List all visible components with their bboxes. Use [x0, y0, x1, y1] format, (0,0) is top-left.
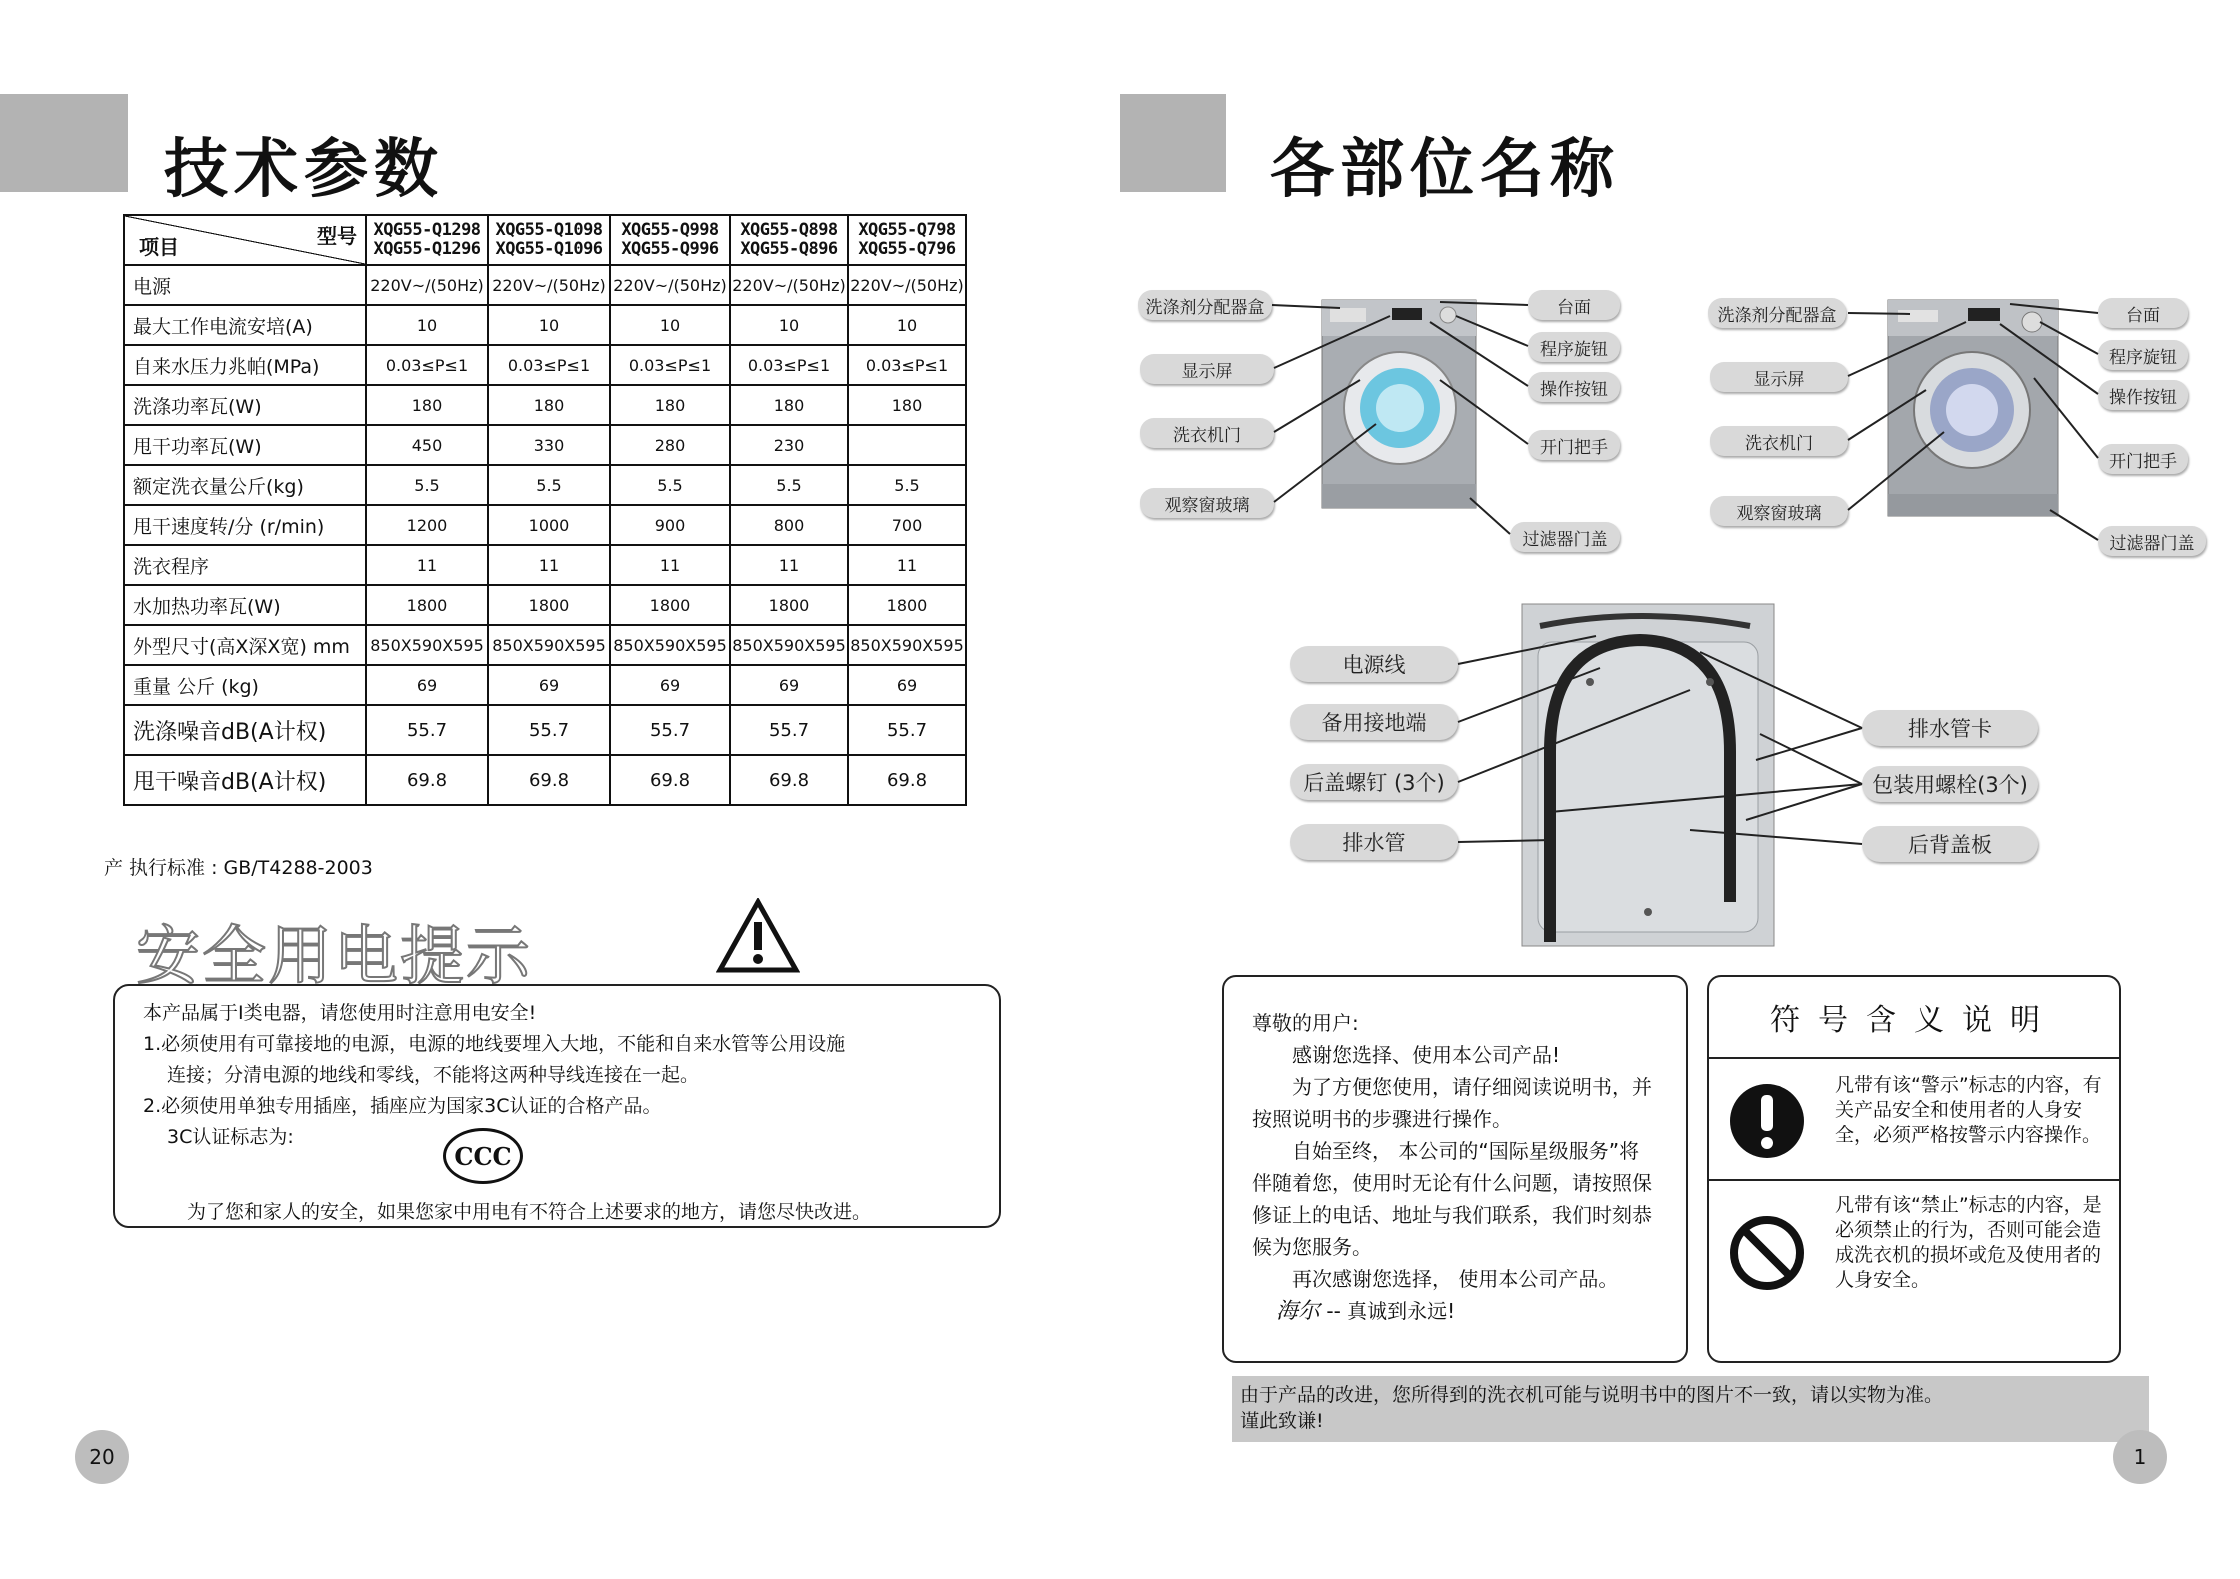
forbid-row [1709, 1181, 2119, 1361]
notice-line: 谨此致谦! [1240, 1410, 1324, 1432]
table-cell: 1800 [730, 585, 848, 625]
table-cell: 55.7 [488, 705, 610, 755]
row-label: 重量 公斤 (kg) [124, 665, 366, 705]
label-display-2: 显示屏 [1710, 362, 1848, 392]
row-label: 甩干噪音dB(A计权) [124, 755, 366, 805]
table-cell: 230 [730, 425, 848, 465]
prohibited-icon [1729, 1215, 1805, 1291]
table-cell: 55.7 [610, 705, 730, 755]
table-cell: 55.7 [730, 705, 848, 755]
row-label: 水加热功率瓦(W) [124, 585, 366, 625]
table-cell: 700 [848, 505, 966, 545]
table-cell: 1000 [488, 505, 610, 545]
label-top-panel-2: 台面 [2098, 298, 2188, 328]
row-label: 甩干功率瓦(W) [124, 425, 366, 465]
table-cell: 1800 [848, 585, 966, 625]
table-cell: 11 [488, 545, 610, 585]
table-cell: 280 [610, 425, 730, 465]
row-label: 洗涤功率瓦(W) [124, 385, 366, 425]
symbol-legend-title: 符号含义说明 [1709, 977, 2119, 1059]
label-buttons: 操作按钮 [1528, 372, 1620, 402]
table-cell: 5.5 [488, 465, 610, 505]
table-cell: 5.5 [848, 465, 966, 505]
safety-line: 3C认证标志为: [167, 1126, 294, 1148]
table-cell: 69.8 [610, 755, 730, 805]
table-cell: 55.7 [366, 705, 488, 755]
page-number-right: 1 [2113, 1430, 2167, 1484]
table-cell: 11 [730, 545, 848, 585]
safety-line: 本产品属于Ⅰ类电器，请您使用时注意用电安全! [143, 1002, 537, 1024]
page-title-parts: 各部位名称 [1270, 133, 1620, 207]
table-cell: 850X590X595 [730, 625, 848, 665]
table-cell: 5.5 [366, 465, 488, 505]
model-header: XQG55-Q798 XQG55-Q796 [848, 215, 966, 265]
label-back-screws: 后盖螺钉 (3个) [1290, 764, 1458, 800]
label-program-knob: 程序旋钮 [1528, 332, 1620, 362]
letter-paragraph: 感谢您选择、使用本公司产品! [1292, 1043, 1561, 1067]
table-cell: 1200 [366, 505, 488, 545]
table-corner-header: 型号 项目 [124, 215, 366, 265]
warning-exclamation-icon [1729, 1083, 1805, 1159]
table-cell: 69 [730, 665, 848, 705]
table-cell: 220V~/(50Hz) [488, 265, 610, 305]
letter-signoff: 海尔 -- 真诚到永远! [1276, 1299, 1456, 1324]
table-cell: 1800 [488, 585, 610, 625]
letter-paragraph: 为了方便您使用，请仔细阅读说明书，并按照说明书的步骤进行操作。 [1252, 1075, 1652, 1131]
table-cell: 11 [848, 545, 966, 585]
table-cell: 10 [730, 305, 848, 345]
row-label: 甩干速度转/分 (r/min) [124, 505, 366, 545]
label-filter-cover: 过滤器门盖 [1510, 522, 1620, 552]
table-cell: 850X590X595 [610, 625, 730, 665]
model-header: XQG55-Q898 XQG55-Q896 [730, 215, 848, 265]
label-door-handle-2: 开门把手 [2098, 444, 2188, 474]
table-cell: 1800 [366, 585, 488, 625]
table-cell: 10 [848, 305, 966, 345]
model-header: XQG55-Q1098 XQG55-Q1096 [488, 215, 610, 265]
user-letter [1222, 975, 1688, 1363]
safety-line: 2.必须使用单独专用插座，插座应为国家3C认证的合格产品。 [143, 1095, 662, 1117]
table-cell: 180 [366, 385, 488, 425]
table-cell: 850X590X595 [366, 625, 488, 665]
label-hose-clip: 排水管卡 [1862, 710, 2038, 746]
table-cell: 450 [366, 425, 488, 465]
table-cell: 180 [848, 385, 966, 425]
table-cell: 900 [610, 505, 730, 545]
label-transit-bolts: 包装用螺栓(3个) [1862, 766, 2038, 802]
haier-signature: 海尔 [1276, 1299, 1321, 1324]
table-cell: 55.7 [848, 705, 966, 755]
table-cell: 220V~/(50Hz) [366, 265, 488, 305]
label-power-cord: 电源线 [1290, 646, 1458, 682]
label-door-2: 洗衣机门 [1710, 426, 1848, 456]
notice-line: 由于产品的改进，您所得到的洗衣机可能与说明书中的图片不一致，请以实物为准。 [1240, 1384, 1944, 1406]
table-cell: 800 [730, 505, 848, 545]
notice-bar [1232, 1376, 2149, 1442]
table-cell: 0.03≤P≤1 [488, 345, 610, 385]
table-cell: 180 [730, 385, 848, 425]
table-cell: 850X590X595 [848, 625, 966, 665]
symbol-legend [1707, 975, 2121, 1363]
safety-line: 1.必须使用有可靠接地的电源，电源的地线要埋入大地，不能和自来水管等公用设施 [143, 1033, 846, 1055]
page-title-specs: 技术参数 [164, 133, 444, 207]
table-cell: 69.8 [366, 755, 488, 805]
table-cell: 180 [488, 385, 610, 425]
table-cell: 10 [610, 305, 730, 345]
model-header: XQG55-Q998 XQG55-Q996 [610, 215, 730, 265]
label-top-panel: 台面 [1528, 290, 1620, 320]
table-cell: 0.03≤P≤1 [730, 345, 848, 385]
table-cell: 69 [366, 665, 488, 705]
table-cell: 220V~/(50Hz) [610, 265, 730, 305]
warning-text: 凡带有该“警示”标志的内容，有关产品安全和使用者的人身安全，必须严格按警示内容操作。 [1835, 1074, 2102, 1146]
table-cell: 0.03≤P≤1 [848, 345, 966, 385]
table-cell: 69 [848, 665, 966, 705]
table-cell: 69.8 [848, 755, 966, 805]
ccc-mark-icon: CCC [443, 1128, 523, 1184]
table-cell: 1800 [610, 585, 730, 625]
label-detergent-drawer: 洗涤剂分配器盒 [1138, 290, 1272, 320]
label-display: 显示屏 [1140, 354, 1274, 384]
row-label: 电源 [124, 265, 366, 305]
row-label: 自来水压力兆帕(MPa) [124, 345, 366, 385]
warning-row [1709, 1059, 2119, 1181]
row-label: 最大工作电流安培(A) [124, 305, 366, 345]
table-cell: 5.5 [610, 465, 730, 505]
label-program-knob-2: 程序旋钮 [2098, 340, 2188, 370]
table-cell: 11 [366, 545, 488, 585]
table-cell: 220V~/(50Hz) [848, 265, 966, 305]
table-cell: 10 [366, 305, 488, 345]
label-filter-cover-2: 过滤器门盖 [2098, 526, 2206, 556]
safety-line: 为了您和家人的安全，如果您家中用电有不符合上述要求的地方，请您尽快改进。 [187, 1201, 872, 1223]
label-window-glass: 观察窗玻璃 [1140, 488, 1274, 518]
table-cell: 5.5 [730, 465, 848, 505]
table-cell: 330 [488, 425, 610, 465]
letter-paragraph: 再次感谢您选择， 使用本公司产品。 [1292, 1267, 1619, 1291]
letter-greeting: 尊敬的用户: [1252, 1011, 1359, 1035]
row-label: 外型尺寸(高X深X宽) mm [124, 625, 366, 665]
table-cell: 69.8 [730, 755, 848, 805]
page-number-left: 20 [75, 1430, 129, 1484]
safety-title: 安全用电提示 [136, 920, 532, 994]
table-cell: 10 [488, 305, 610, 345]
table-cell: 0.03≤P≤1 [366, 345, 488, 385]
model-header: XQG55-Q1298 XQG55-Q1296 [366, 215, 488, 265]
forbid-text: 凡带有该“禁止”标志的内容，是必须禁止的行为，否则可能会造成洗衣机的损坏或危及使用者的人身安全。 [1835, 1194, 2102, 1291]
label-detergent-drawer-2: 洗涤剂分配器盒 [1708, 298, 1846, 328]
label-buttons-2: 操作按钮 [2098, 380, 2188, 410]
table-cell: 69 [610, 665, 730, 705]
label-back-panel: 后背盖板 [1862, 826, 2038, 862]
label-door-handle: 开门把手 [1528, 430, 1620, 460]
label-ground-terminal: 备用接地端 [1290, 704, 1458, 740]
table-cell: 11 [610, 545, 730, 585]
table-cell: 0.03≤P≤1 [610, 345, 730, 385]
table-cell: 69.8 [488, 755, 610, 805]
table-cell: 850X590X595 [488, 625, 610, 665]
table-cell: 220V~/(50Hz) [730, 265, 848, 305]
row-label: 洗衣程序 [124, 545, 366, 585]
row-label: 额定洗衣量公斤(kg) [124, 465, 366, 505]
row-label: 洗涤噪音dB(A计权) [124, 705, 366, 755]
label-drain-hose: 排水管 [1290, 824, 1458, 860]
standard-line: 产 执行标准 : GB/T4288-2003 [104, 857, 373, 879]
label-door: 洗衣机门 [1140, 418, 1274, 448]
letter-paragraph: 自始至终， 本公司的“国际星级服务”将伴随着您，使用时无论有什么问题，请按照保修证上的电话、地址与我们联系，我们时刻恭候为您服务。 [1252, 1139, 1652, 1259]
label-window-glass-2: 观察窗玻璃 [1710, 496, 1848, 526]
safety-line: 连接；分清电源的地线和零线，不能将这两种导线连接在一起。 [167, 1064, 700, 1086]
table-cell: 180 [610, 385, 730, 425]
table-cell: 69 [488, 665, 610, 705]
